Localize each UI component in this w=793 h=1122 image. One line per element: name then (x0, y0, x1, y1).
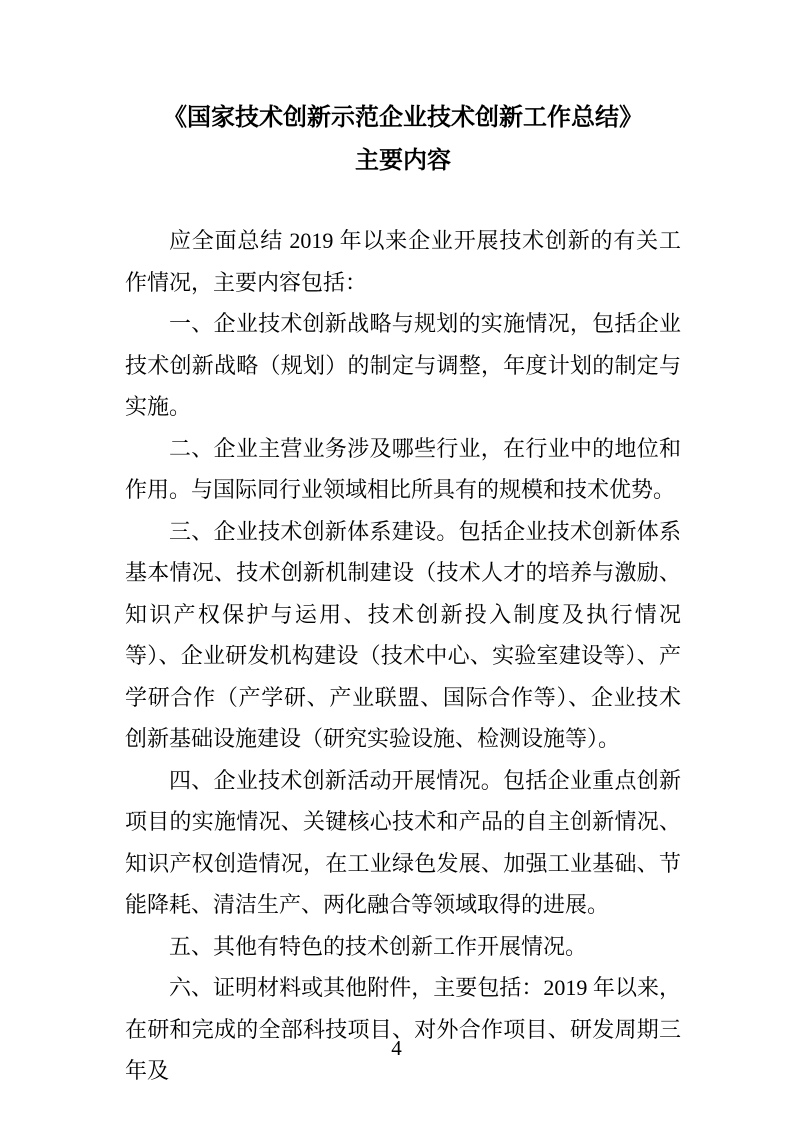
document-title (125, 96, 681, 182)
paragraph-item-3: 三、企业技术创新体系建设。包括企业技术创新体系基本情况、技术创新机制建设（技术人才的培养与激励、知识产权保护与运用、技术创新投入制度及执行情况等）、企业研发机构建设（技术中心、实验室建设等）、产学研合作（产学研、产业联盟、国际合作等）、企业技术创新基础设施建设（研究实验设施、检测设施等）。 (125, 518, 681, 751)
paragraph-item-4: 四、企业技术创新活动开展情况。包括企业重点创新项目的实施情况、关键核心技术和产品的自主创新情况、知识产权创造情况，在工业绿色发展、加强工业基础、节能降耗、清洁生产、两化融合等领域取得的进展。 (125, 767, 681, 917)
paragraph-item-6: 六、证明材料或其他附件，主要包括：2019 年以来，在研和完成的全部科技项目、对外合作项目、研发周期三年及 (125, 975, 681, 1083)
paragraph-intro: 应全面总结 2019 年以来企业开展技术创新的有关工作情况，主要内容包括： (125, 228, 681, 295)
paragraph-item-2: 二、企业主营业务涉及哪些行业，在行业中的地位和作用。与国际同行业领域相比所具有的规模和技术优势。 (125, 435, 681, 502)
document-body (125, 220, 681, 1092)
document-title-line-2: 主要内容 (355, 147, 451, 174)
document-title-line-1: 《国家技术创新示范企业技术创新工作总结》 (163, 104, 643, 131)
paragraph-item-1: 一、企业技术创新战略与规划的实施情况，包括企业技术创新战略（规划）的制定与调整，年度计划的制定与实施。 (125, 311, 681, 419)
paragraph-item-5: 五、其他有特色的技术创新工作开展情况。 (169, 933, 588, 959)
page-number: 4 (391, 1036, 402, 1060)
